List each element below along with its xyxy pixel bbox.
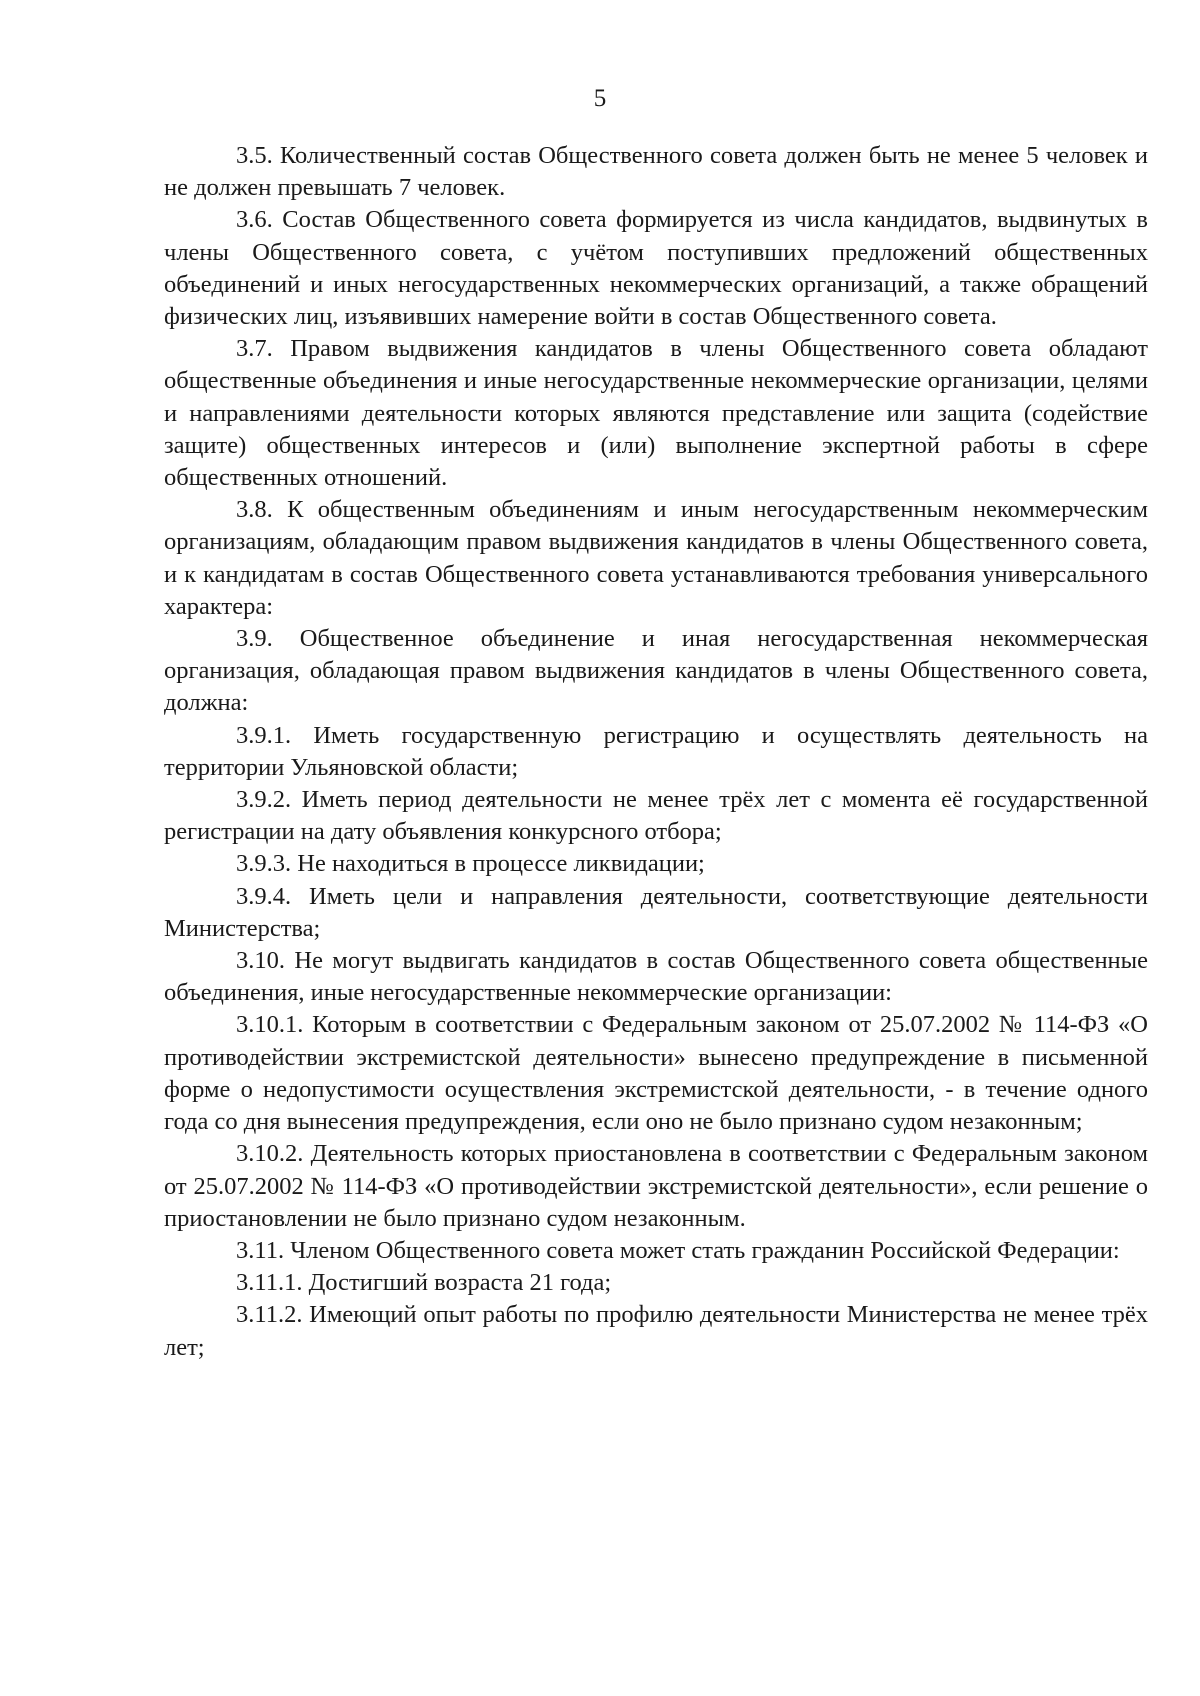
paragraph-3-9-1: 3.9.1. Иметь государственную регистрацию и осуществлять деятельность на территории Ульяновской области; — [164, 721, 1148, 781]
paragraph-3-8: 3.8. К общественным объединениям и иным негосударственным некоммерческим организациям, обладающим правом выдвижения кандидатов в члены Общественного совета, и к кандидатам в состав Общественного совета устанавливаются требования универсального характера: — [164, 496, 1148, 620]
paragraph-3-10-1: 3.10.1. Которым в соответствии с Федеральным законом от 25.07.2002 № 114-ФЗ «О противодействии экстремистской деятельности» вынесено предупреждение в письменной форме о недопустимости осуществления экстремистской деятельности, - в течение одного года со дня вынесения предупреждения, если оно не было признано судом незаконным; — [164, 1011, 1148, 1136]
paragraph-3-11-1: 3.11.1. Достигший возраста 21 года; — [236, 1269, 612, 1297]
paragraph-3-11: 3.11. Членом Общественного совета может стать гражданин Российской Федерации: — [236, 1236, 1120, 1264]
paragraph-3-11-2: 3.11.2. Имеющий опыт работы по профилю деятельности Министерства не менее трёх лет; — [164, 1301, 1148, 1361]
paragraph-3-5: 3.5. Количественный состав Общественного совета должен быть не менее 5 человек и не должен превышать 7 человек. — [164, 142, 1148, 202]
paragraph-3-10: 3.10. Не могут выдвигать кандидатов в состав Общественного совета общественные объединения, иные негосударственные некоммерческие организации: — [164, 947, 1148, 1007]
paragraph-3-9-3: 3.9.3. Не находиться в процессе ликвидации; — [236, 850, 705, 878]
paragraph-3-9: 3.9. Общественное объединение и иная негосударственная некоммерческая организация, обладающая правом выдвижения кандидатов в члены Общественного совета, должна: — [164, 625, 1148, 717]
paragraph-3-6: 3.6. Состав Общественного совета формируется из числа кандидатов, выдвинутых в члены Общественного совета, с учётом поступивших предложений общественных объединений и иных негосударственных некоммерческих организаций, а также обращений физических лиц, изъявивших намерение войти в состав Общественного совета. — [164, 206, 1148, 331]
page-number: 5 — [593, 85, 607, 112]
paragraph-3-9-4: 3.9.4. Иметь цели и направления деятельности, соответствующие деятельности Министерства; — [164, 882, 1148, 942]
paragraph-3-10-2: 3.10.2. Деятельность которых приостановлена в соответствии с Федеральным законом от 25.07.2002 № 114-ФЗ «О противодействии экстремистской деятельности», если решение о приостановлении не было признано судом незаконным. — [164, 1140, 1148, 1232]
paragraph-3-7: 3.7. Правом выдвижения кандидатов в члены Общественного совета обладают общественные объединения и иные негосударственные некоммерческие организации, целями и направлениями деятельности которых являются представление или защита (содействие защите) общественных интересов и (или) выполнение экспертной работы в сфере общественных отношений. — [164, 335, 1148, 492]
document-body — [164, 140, 1148, 1364]
paragraph-3-9-2: 3.9.2. Иметь период деятельности не менее трёх лет с момента её государственной регистрации на дату объявления конкурсного отбора; — [164, 786, 1148, 846]
